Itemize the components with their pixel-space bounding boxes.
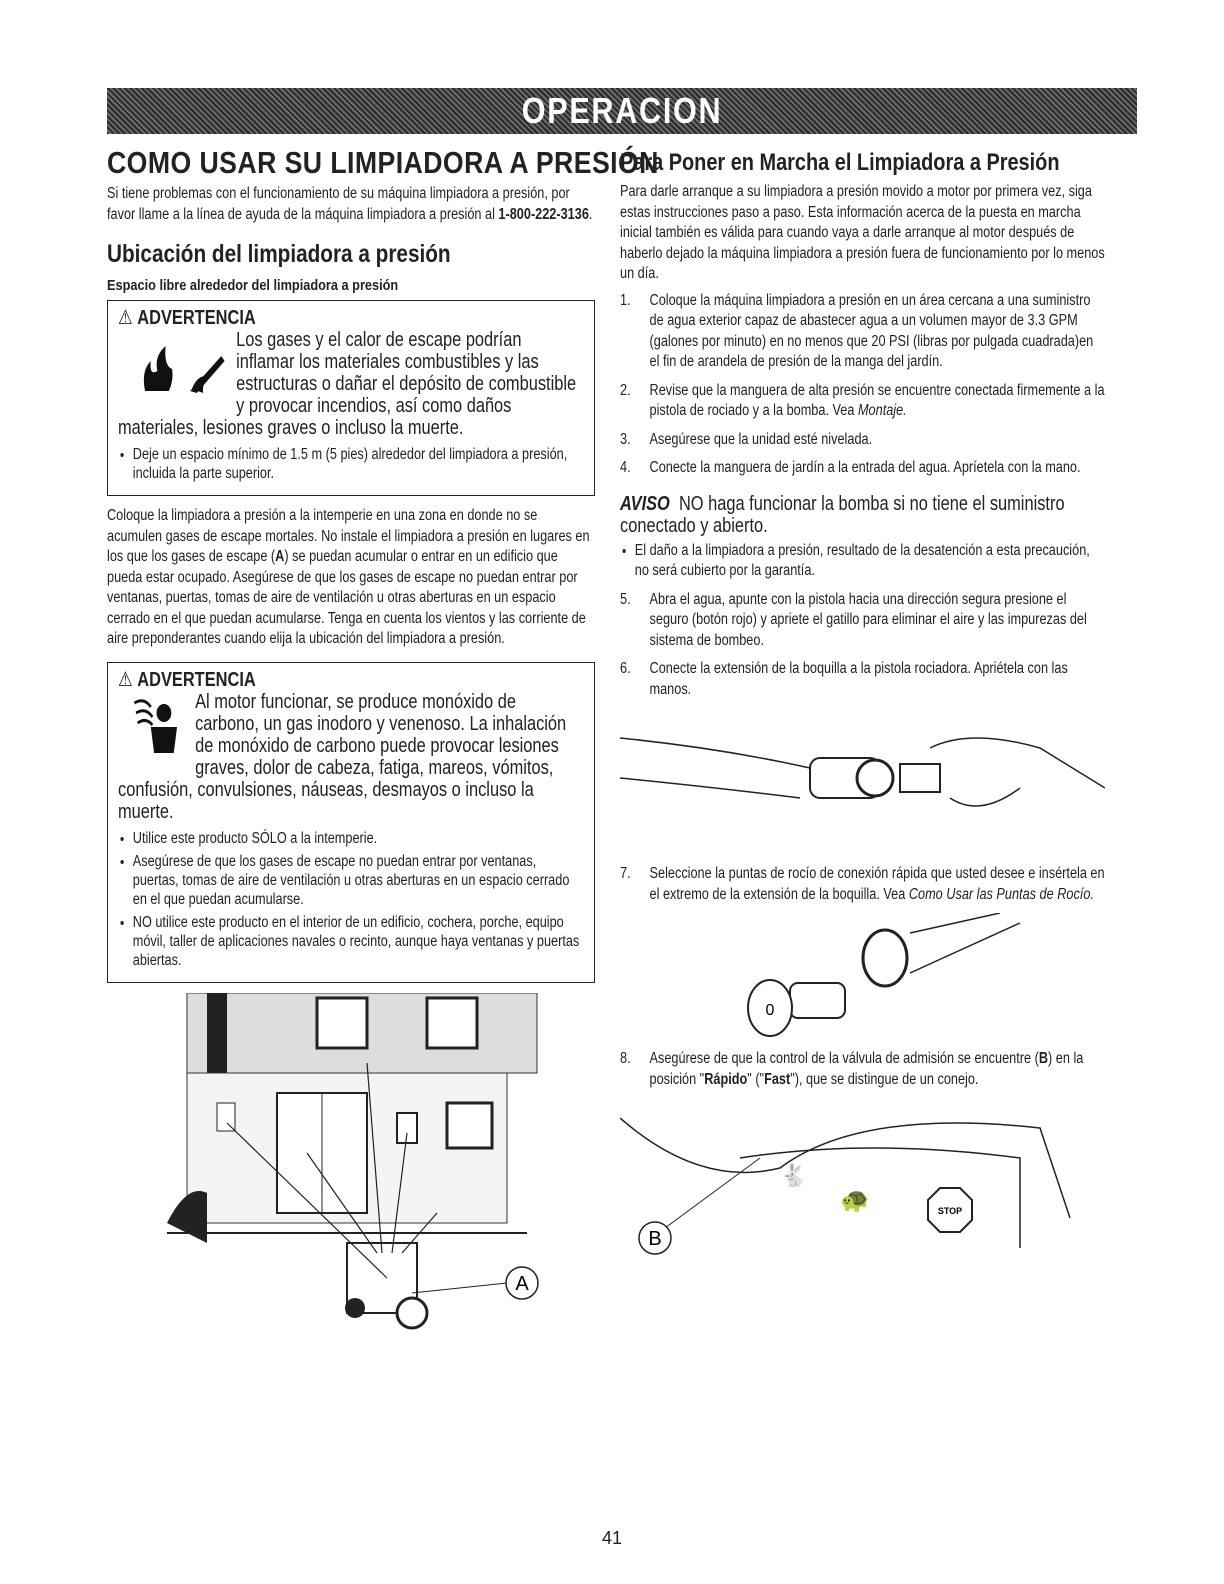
turtle-icon: 🐢 [840, 1187, 870, 1214]
step-seven [620, 864, 1105, 905]
nozzle-extension-illustration [620, 708, 1105, 858]
stop-icon: STOP [937, 1206, 963, 1216]
warning-text: Al motor funcionar, se produce monóxido de carbono, un gas inodoro y venenoso. La inhalación de monóxido de carbono puede provocar lesiones graves, dolor de cabeza, fatiga, mareos, vómitos, confusión, convulsiones, náuseas, desmayos o incluso la muerte. [118, 690, 567, 823]
list-item: 6. Conecte la extensión de la boquilla a la pistola rociadora. Apriétela con las manos. [620, 660, 1068, 698]
list-item: 4. Conecte la manguera de jardín a la entrada del agua. Apríetela con la mano. [620, 459, 1081, 476]
warning-heading: ⚠ ADVERTENCIA [118, 668, 256, 691]
page-number: 41 [601, 1528, 623, 1548]
clearance-subheading: Espacio libre alrededor del limpiadora a presión [107, 277, 399, 294]
warning-bullets [118, 445, 584, 483]
warning-bullets [118, 829, 584, 970]
fire-hazard-icon [133, 331, 231, 401]
throttle-control-illustration [620, 1098, 1105, 1258]
location-heading: Ubicación del limpiadora a presión [107, 240, 451, 268]
list-item: 5. Abra el agua, apunte con la pistola hacia una dirección segura presione el seguro (botón rojo) y apriete el gatillo para eliminar el aire y las impurezas del sistema de bombeo. [620, 590, 1087, 649]
list-item: 7. Seleccione la puntas de rocío de conexión rápida que usted desee e insértela en el extremo de la extensión de la boquilla. Vea Como Usar las Puntas de Rocío. [620, 865, 1105, 903]
svg-text:0: 0 [765, 1002, 775, 1019]
warning-box-co [107, 662, 595, 983]
callout-label-a: A [515, 1272, 529, 1295]
warning-heading: ⚠ ADVERTENCIA [118, 307, 256, 329]
warning-triangle-icon: ⚠ [118, 668, 133, 691]
list-item: • El daño a la limpiadora a presión, resultado de la desatención a esta precaución, no será cubierto por la garantía. [635, 541, 1105, 582]
list-item: 2. Revise que la manguera de alta presión se encuentre conectada firmemente a la pistola de rociado y a la bomba. Vea Montaje. [620, 381, 1105, 419]
house-clearance-illustration [167, 993, 567, 1333]
warning-triangle-icon: ⚠ [118, 307, 133, 329]
notice-block [620, 493, 1105, 582]
step-eight [620, 1049, 1105, 1090]
list-item: 8. Asegúrese de que la control de la válvula de admisión se encuentre (B) en la posición "Rápido" ("Fast"), que se distingue de un conejo. [620, 1050, 1084, 1088]
startup-intro: Para darle arranque a su limpiadora a presión movido a motor por primera vez, siga estas instrucciones paso a paso. Esta información acerca de la puesta en marcha inicial también es válida para cuando vaya a darle arranque al motor después de haberlo dejado la máquina limpiadora a presión fuera de funcionamiento por lo menos un día. [620, 183, 1105, 282]
startup-steps [620, 291, 1105, 479]
startup-heading: Para Poner en Marcha el Limpiadora a Presión [620, 149, 1060, 176]
list-item: 1. Coloque la máquina limpiadora a presión en un área cercana a una suministro de agua exterior capaz de abastecer agua a un volumen mayor de 3.3 GPM (galones por minuto) en no menos que 20 PSI (libras por pulgada cuadrada)en el fin de arandela de presión de la manga del jardín. [620, 291, 1094, 370]
intro-paragraph: Si tiene problemas con el funcionamiento de su máquina limpiadora a presión, por favor llame a la línea de ayuda de la máquina limpiadora a presión al 1-800-222-3136. [107, 185, 593, 223]
callout-label-b: B [648, 1228, 662, 1250]
left-column [107, 140, 659, 1333]
toxic-fumes-icon [133, 693, 190, 759]
list-item: 3. Asegúrese que la unidad esté nivelada. [620, 430, 873, 448]
list-item: • Deje un espacio mínimo de 1.5 m (5 pies) alrededor del limpiadora a presión, incluida la parte superior. [133, 445, 584, 483]
rabbit-icon: 🐇 [780, 1163, 808, 1188]
warning-text: Los gases y el calor de escape podrían inflamar los materiales combustibles y las estructuras o dañar el depósito de combustible y provocar incendios, así como daños materiales, lesiones graves o incluso la muerte. [118, 329, 577, 439]
placement-paragraph: Coloque la limpiadora a presión a la intemperie en una zona en donde no se acumulen gases de escape mortales. No instale el limpiadora a presión en lugares en los que los gases de escape (A) se puedan acumular o entrar en un edificio que pueda estar ocupado. Asegúrese de que los gases de escape no puedan entrar por ventanas, puertas, tomas de aire de ventilación u otras aberturas en un espacio cerrado en el que puedan acumularse. Tenga en cuenta los vientos y las corriente de aire preponderantes cuando elija la ubicación del limpiadora a presión. [107, 507, 590, 647]
list-item: • Asegúrese de que los gases de escape no puedan entrar por ventanas, puertas, tomas de aire de ventilación u otras aberturas en un espacio cerrado en el que puedan acumularse. [133, 852, 584, 909]
warning-box-fire [107, 300, 595, 496]
banner-title: OPERACION [521, 90, 723, 131]
right-column [620, 140, 1105, 1258]
list-item: • NO utilice este producto en el interior de un edificio, cochera, porche, equipo móvil, taller de aplicaciones navales o recinto, aunque haya ventanas y puertas abiertas. [133, 913, 584, 970]
notice-text: AVISO NO haga funcionar la bomba si no tiene el suministro conectado y abierto. [620, 492, 1065, 537]
list-item: • Utilice este producto SÓLO a la intemperie. [133, 829, 584, 848]
main-title: COMO USAR SU LIMPIADORA A PRESIÓN [107, 145, 659, 180]
spray-tip-illustration [620, 913, 1105, 1043]
section-banner [107, 88, 1137, 134]
startup-steps-continued [620, 590, 1105, 701]
helpline-phone: 1-800-222-3136 [498, 205, 589, 223]
